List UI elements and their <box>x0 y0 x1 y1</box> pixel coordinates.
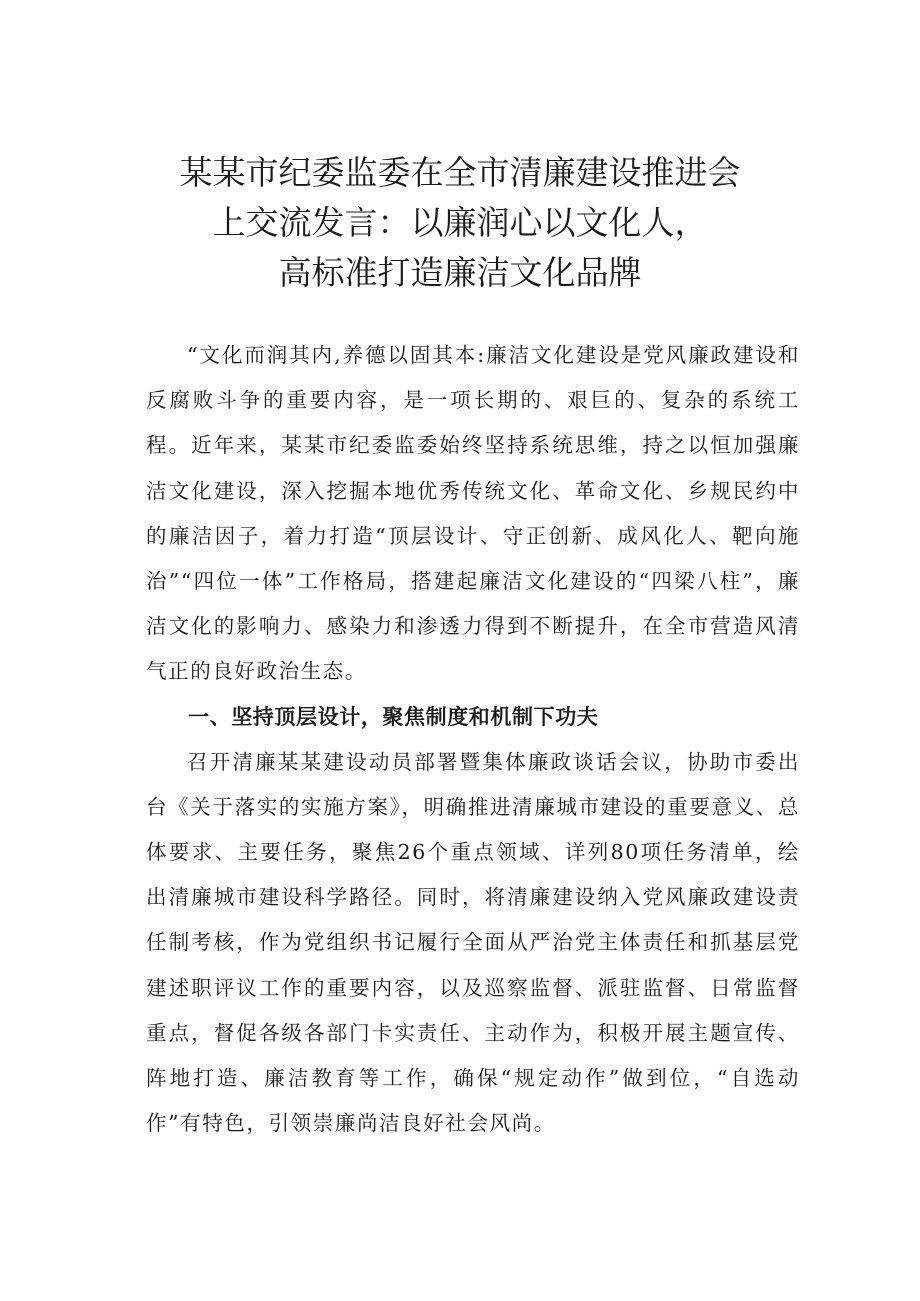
title-line-1: 某某市纪委监委在全市清廉建设推进会 <box>179 153 741 192</box>
intro-paragraph: “文化而润其内,养德以固其本:廉洁文化建设是党风廉政建设和反腐败斗争的重要内容，是一项长期的、艰巨的、复杂的系统工程。近年来，某某市纪委监委始终坚持系统思维，持之以恒加强廉洁文化建设，深入挖掘本地优秀传统文化、革命文化、乡规民约中的廉洁因子，着力打造“顶层设计、守正创新、成风化人、靶向施治”“四位一体”工作格局，搭建起廉洁文化建设的“四梁八柱”，廉洁文化的影响力、感染力和渗透力得到不断提升，在全市营造风清气正的良好政治生态。 <box>146 343 800 684</box>
section-1-heading: 一、坚持顶层设计，聚焦制度和机制下功夫 <box>188 704 599 729</box>
document-title <box>100 148 820 298</box>
section-1-paragraph: 召开清廉某某建设动员部署暨集体廉政谈话会议，协助市委出台《关于落实的实施方案》，明确推进清廉城市建设的重要意义、总体要求、主要任务，聚焦26个重点领域、详列80项任务清单，绘出清廉城市建设科学路径。同时，将清廉建设纳入党风廉政建设责任制考核，作为党组织书记履行全面从严治党主体责任和抓基层党建述职评议工作的重要内容，以及巡察监督、派驻监督、日常监督重点，督促各级各部门卡实责任、主动作为，积极开展主题宣传、阵地打造、廉洁教育等工作，确保“规定动作”做到位，“自选动作”有特色，引领崇廉尚洁良好社会风尚。 <box>146 749 800 1136</box>
title-line-2: 上交流发言：以廉润心以文化人， <box>212 203 708 242</box>
title-line-3: 高标准打造廉洁文化品牌 <box>278 253 642 292</box>
document-body <box>146 333 800 1146</box>
